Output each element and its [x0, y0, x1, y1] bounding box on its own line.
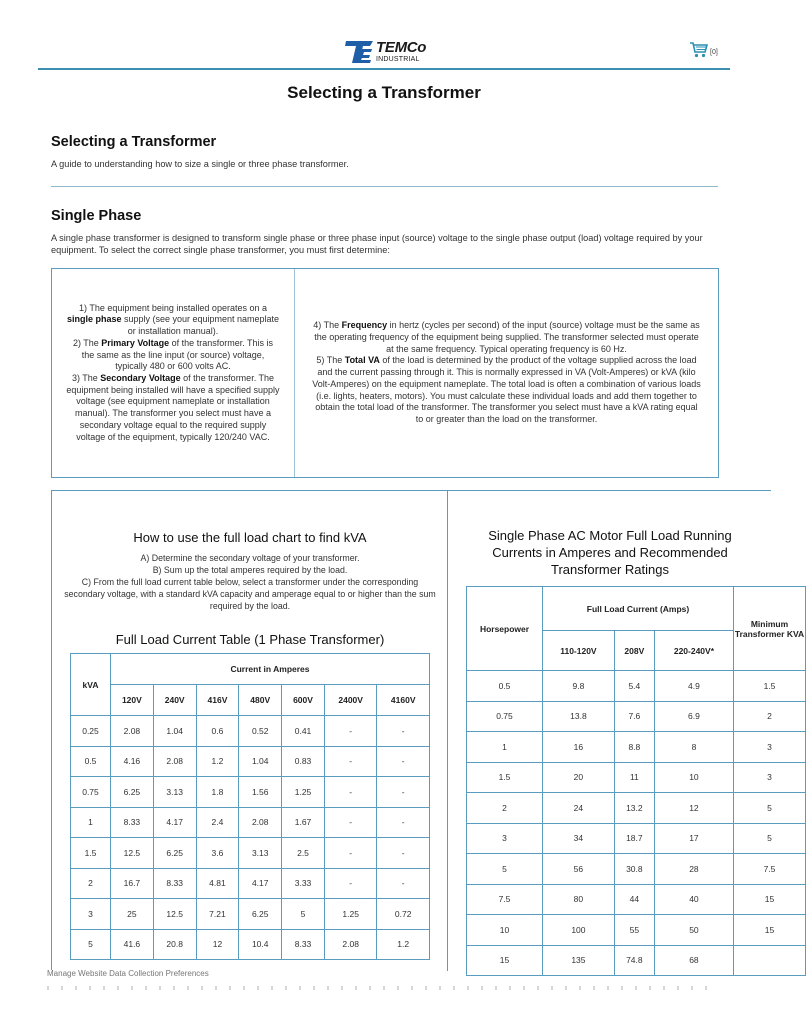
table-cell: 5.4 — [614, 671, 654, 702]
tables-section — [51, 490, 805, 970]
table-cell: 16.7 — [111, 868, 154, 899]
logo-sub-text: INDUSTRIAL — [376, 56, 420, 63]
table-row — [467, 854, 806, 885]
table-cell: 0.72 — [377, 899, 430, 930]
table-cell: 0.41 — [282, 716, 325, 747]
temco-logo-link[interactable] — [343, 40, 426, 63]
table-cell — [734, 945, 806, 976]
table-cell: 2 — [71, 868, 111, 899]
table-cell: - — [324, 868, 377, 899]
table-cell: 7.5 — [467, 884, 543, 915]
table-cell: 41.6 — [111, 929, 154, 960]
table-cell: 1.25 — [282, 777, 325, 808]
intro-text: A guide to understanding how to size a single or three phase transformer. — [51, 159, 349, 169]
table-cell: 1.5 — [467, 762, 543, 793]
table-cell: 55 — [614, 915, 654, 946]
table-cell: 5 — [282, 899, 325, 930]
table-cell: 12 — [654, 793, 733, 824]
table-cell: 16 — [543, 732, 615, 763]
table-cell: 13.2 — [614, 793, 654, 824]
table-cell: 8.33 — [111, 807, 154, 838]
table-cell: 2 — [734, 701, 806, 732]
column-header: 4160V — [377, 685, 430, 716]
table-row — [467, 823, 806, 854]
table-cell: 15 — [734, 915, 806, 946]
how-to-steps — [64, 552, 436, 612]
flc-table-title: Full Load Current Table (1 Phase Transformer) — [115, 632, 385, 647]
cart-button[interactable] — [690, 42, 718, 63]
criteria-left-column — [52, 269, 295, 477]
table-cell: 0.6 — [196, 716, 239, 747]
table-cell: - — [377, 807, 430, 838]
table-row — [71, 807, 430, 838]
table-cell: 4.17 — [153, 807, 196, 838]
table-cell: 7.6 — [614, 701, 654, 732]
table-cell: 44 — [614, 884, 654, 915]
table-cell: 4.16 — [111, 746, 154, 777]
table-row — [71, 929, 430, 960]
table-cell: 0.75 — [71, 777, 111, 808]
table-cell: 3 — [71, 899, 111, 930]
section-divider — [51, 186, 718, 187]
table-cell: 2.08 — [153, 746, 196, 777]
table-cell: - — [324, 807, 377, 838]
table-cell: 13.8 — [543, 701, 615, 732]
table-cell: 40 — [654, 884, 733, 915]
criteria-right-column — [295, 269, 718, 477]
column-header: 416V — [196, 685, 239, 716]
table-cell: 8 — [654, 732, 733, 763]
table-cell: 2.08 — [324, 929, 377, 960]
table-cell: - — [324, 716, 377, 747]
table-cell: 135 — [543, 945, 615, 976]
table-row — [71, 746, 430, 777]
table-cell: 1.04 — [153, 716, 196, 747]
table-row — [467, 671, 806, 702]
temco-logo-icon — [343, 41, 373, 63]
single-phase-heading: Single Phase — [51, 208, 142, 224]
table-cell: - — [324, 746, 377, 777]
table-cell: 1.5 — [734, 671, 806, 702]
table-cell: 12.5 — [153, 899, 196, 930]
table-cell: 0.5 — [71, 746, 111, 777]
table-cell: 6.25 — [111, 777, 154, 808]
table-cell: 24 — [543, 793, 615, 824]
table-cell: 1.56 — [239, 777, 282, 808]
table-row — [71, 868, 430, 899]
data-preferences-link[interactable]: Manage Website Data Collection Preferences — [47, 969, 209, 978]
table-cell: 6.25 — [239, 899, 282, 930]
table-cell: 10 — [467, 915, 543, 946]
table-cell: - — [377, 838, 430, 869]
table-cell: 17 — [654, 823, 733, 854]
table-cell: 2.08 — [111, 716, 154, 747]
table-cell: 7.5 — [734, 854, 806, 885]
how-to-title: How to use the full load chart to find kVA — [133, 530, 367, 545]
table-cell: 10.4 — [239, 929, 282, 960]
table-cell: 56 — [543, 854, 615, 885]
criteria-box — [51, 268, 719, 478]
table-row — [467, 793, 806, 824]
table-row — [467, 915, 806, 946]
cart-count: [0] — [710, 49, 718, 56]
table-cell: 8.33 — [153, 868, 196, 899]
site-header — [0, 0, 768, 70]
table-row — [467, 884, 806, 915]
table-cell: 3.6 — [196, 838, 239, 869]
table-cell: 1 — [71, 807, 111, 838]
step-c: C) From the full load current table below, select a transformer under the corresponding secondary voltage, with a standard kVA capacity and amperage equal to or higher than the sum required by the load. — [64, 577, 436, 611]
table-cell: 2.5 — [282, 838, 325, 869]
criterion-4: 4) The Frequency in hertz (cycles per second) of the input (source) voltage must be the same as the operating frequency of the equipment being supplied. The transformer selected must operate at the same frequency. Typical operating frequency is 60 Hz. — [313, 320, 700, 354]
table-cell: 12 — [196, 929, 239, 960]
motor-min-kva-header: Minimum Transformer KVA — [734, 587, 806, 671]
table-cell: 8.8 — [614, 732, 654, 763]
header-divider — [38, 68, 730, 70]
table-cell: 1.2 — [196, 746, 239, 777]
intro-heading: Selecting a Transformer — [51, 134, 217, 150]
motor-table-title: Single Phase AC Motor Full Load Running Currents in Amperes and Recommended Transformer Ratings — [488, 528, 732, 577]
table-cell: 1.8 — [196, 777, 239, 808]
table-cell: 20.8 — [153, 929, 196, 960]
full-load-current-table — [70, 653, 430, 960]
shopping-cart-icon — [690, 42, 708, 63]
table-cell: 2.08 — [239, 807, 282, 838]
full-load-chart-panel — [52, 491, 448, 971]
page-title: Selecting a Transformer — [287, 83, 481, 102]
table-row — [71, 838, 430, 869]
table-cell: 2 — [467, 793, 543, 824]
table-cell: 68 — [654, 945, 733, 976]
table-cell: 18.7 — [614, 823, 654, 854]
footer-decoration — [47, 986, 707, 990]
table-cell: - — [324, 838, 377, 869]
table-cell: 10 — [654, 762, 733, 793]
criterion-3: 3) The Secondary Voltage of the transformer. The equipment being installed will have a specified supply voltage (see equipment nameplate or installation manual). The transformer you select must have a secondary voltage equal to the required supply voltage of the equipment, typically 120/240 VAC. — [66, 373, 280, 442]
table-cell: 20 — [543, 762, 615, 793]
column-header: 120V — [111, 685, 154, 716]
table-cell: 3.13 — [239, 838, 282, 869]
logo-brand-text: TEMCo — [376, 39, 427, 56]
table-cell: - — [377, 746, 430, 777]
table-cell: 5 — [467, 854, 543, 885]
motor-hp-header: Horsepower — [467, 587, 543, 671]
table-cell: 0.5 — [467, 671, 543, 702]
flc-kva-header: kVA — [71, 654, 111, 716]
motor-group-header: Full Load Current (Amps) — [543, 587, 734, 631]
table-cell: - — [377, 777, 430, 808]
flc-group-header: Current in Amperes — [111, 654, 430, 685]
criterion-2: 2) The Primary Voltage of the transformer. This is the same as the line input (or source) voltage, typically 480 or 600 volts AC. — [72, 337, 274, 372]
table-cell: 5 — [734, 823, 806, 854]
table-cell: 0.52 — [239, 716, 282, 747]
table-cell: 1.2 — [377, 929, 430, 960]
motor-full-load-table — [466, 586, 806, 976]
step-b: B) Sum up the total amperes required by the load. — [152, 565, 348, 575]
column-header: 600V — [282, 685, 325, 716]
criterion-5: 5) The Total VA of the load is determined by the product of the voltage supplied across the load and the current passing through it. This is normally expressed in VA (Volt-Amperes) or kVA (kilo Volt-Amperes) on the equipment nameplate. The total load is often a combination of various loads (i.e. lights, heaters, motors). You must calculate these individual loads and add them together to obtain the total load of the transformer. The transformer you select must have a kVA rating equal to or greater than the load on the transformer. — [312, 355, 701, 424]
table-row — [71, 777, 430, 808]
table-cell: 3.33 — [282, 868, 325, 899]
table-cell: 1 — [467, 732, 543, 763]
table-cell: 9.8 — [543, 671, 615, 702]
table-cell: 6.9 — [654, 701, 733, 732]
column-header: 110-120V — [543, 631, 615, 671]
table-cell: 1.04 — [239, 746, 282, 777]
table-cell: 8.33 — [282, 929, 325, 960]
table-cell: 15 — [734, 884, 806, 915]
single-phase-text: A single phase transformer is designed to transform single phase or three phase input (source) voltage to the single phase output (load) voltage required by your equipment. To select the correct single phase transformer, you must first determine: — [51, 233, 703, 255]
table-cell: 1.67 — [282, 807, 325, 838]
table-row — [467, 945, 806, 976]
table-cell: 1.5 — [71, 838, 111, 869]
table-cell: 3.13 — [153, 777, 196, 808]
table-cell: 3 — [734, 762, 806, 793]
table-cell: 1.25 — [324, 899, 377, 930]
table-cell: 4.17 — [239, 868, 282, 899]
table-cell: 7.21 — [196, 899, 239, 930]
table-cell: 25 — [111, 899, 154, 930]
table-cell: 80 — [543, 884, 615, 915]
table-cell: 6.25 — [153, 838, 196, 869]
table-cell: 0.83 — [282, 746, 325, 777]
criterion-1: 1) The equipment being installed operates on a single phase supply (see your equipment nameplate or installation manual). — [66, 302, 280, 337]
table-cell: - — [377, 716, 430, 747]
table-cell: 30.8 — [614, 854, 654, 885]
table-cell: 34 — [543, 823, 615, 854]
column-header: 2400V — [324, 685, 377, 716]
table-cell: 0.75 — [467, 701, 543, 732]
table-cell: 5 — [734, 793, 806, 824]
table-cell: 4.81 — [196, 868, 239, 899]
table-row — [71, 716, 430, 747]
table-cell: 0.25 — [71, 716, 111, 747]
motor-current-panel — [464, 491, 805, 971]
table-cell: 11 — [614, 762, 654, 793]
table-cell: 12.5 — [111, 838, 154, 869]
table-row — [467, 732, 806, 763]
table-cell: 100 — [543, 915, 615, 946]
column-header: 220-240V* — [654, 631, 733, 671]
step-a: A) Determine the secondary voltage of your transformer. — [140, 553, 360, 563]
column-header: 240V — [153, 685, 196, 716]
table-cell: - — [324, 777, 377, 808]
table-cell: 28 — [654, 854, 733, 885]
table-row — [467, 701, 806, 732]
column-header: 208V — [614, 631, 654, 671]
table-row — [71, 899, 430, 930]
table-cell: 3 — [467, 823, 543, 854]
table-cell: 15 — [467, 945, 543, 976]
table-cell: 5 — [71, 929, 111, 960]
table-cell: - — [377, 868, 430, 899]
table-cell: 2.4 — [196, 807, 239, 838]
column-header: 480V — [239, 685, 282, 716]
table-cell: 4.9 — [654, 671, 733, 702]
table-cell: 3 — [734, 732, 806, 763]
table-row — [467, 762, 806, 793]
table-cell: 50 — [654, 915, 733, 946]
table-cell: 74.8 — [614, 945, 654, 976]
